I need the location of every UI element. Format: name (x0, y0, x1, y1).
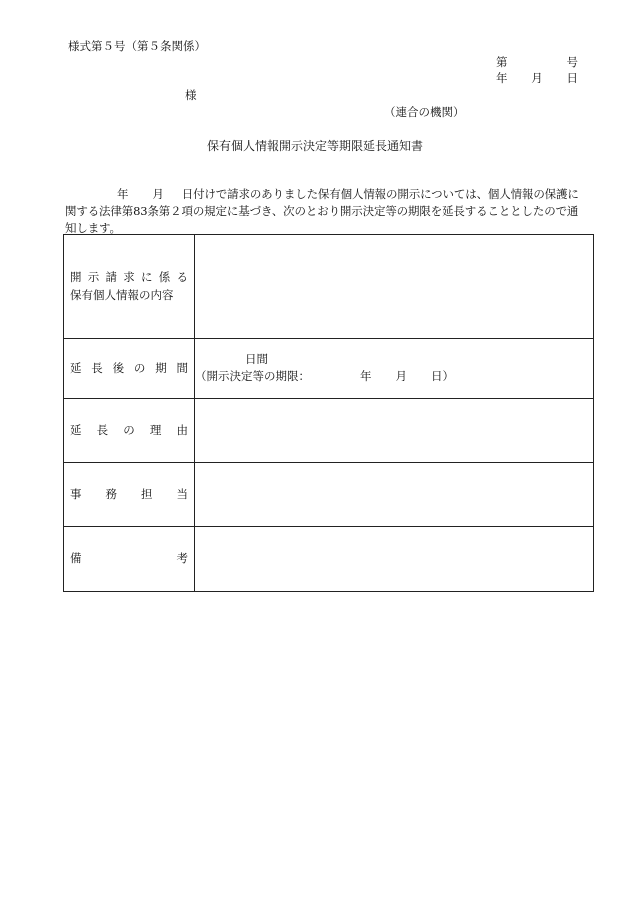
deadline-line: （開示決定等の期限： 年 月 日） (195, 369, 454, 383)
contact-person-value[interactable] (195, 463, 594, 527)
requested-info-label-line1: 開 示 請 求 に 係 る (70, 269, 188, 284)
days-label: 日間 (245, 352, 268, 367)
requested-info-label-line2: 保有個人情報の内容 (70, 287, 174, 302)
row-requested-info (64, 235, 594, 339)
extended-period-value[interactable] (195, 339, 594, 399)
document-number-line (496, 56, 578, 70)
body-line-3: 知します。 (65, 221, 121, 235)
row-extension-reason (64, 399, 594, 463)
body-line1-text: 日付けで請求のありました保有個人情報の開示については、個人情報の保護に (181, 187, 579, 201)
date-year: 年 (496, 71, 508, 85)
date-day: 日 (566, 71, 578, 85)
addressee-suffix: 様 (185, 88, 197, 102)
body-line-2: 関する法律第83条第２項の規定に基づき、次のとおり開示決定等の期限を延長することとしたので通 (65, 204, 579, 218)
info-table (63, 234, 594, 592)
body-paragraph (65, 186, 605, 237)
number-suffix: 号 (566, 55, 578, 69)
contact-person-label: 事 務 担 当 (64, 463, 195, 527)
requested-info-value[interactable] (195, 235, 594, 339)
extension-reason-value[interactable] (195, 399, 594, 463)
document-title: 保有個人情報開示決定等期限延長通知書 (206, 139, 423, 153)
body-month: 月 (152, 187, 164, 201)
row-contact-person (64, 463, 594, 527)
document-date-line (496, 72, 578, 86)
number-prefix: 第 (496, 55, 508, 69)
form-label: 様式第５号（第５条関係） (68, 39, 206, 53)
body-year: 年 (117, 187, 129, 201)
row-remarks (64, 527, 594, 592)
body-line-1 (65, 186, 605, 203)
remarks-label: 備 考 (64, 527, 195, 592)
remarks-value[interactable] (195, 527, 594, 592)
row-extended-period (64, 339, 594, 399)
requested-info-label (64, 235, 195, 339)
extension-reason-label: 延 長 の 理 由 (64, 399, 195, 463)
date-month: 月 (531, 71, 543, 85)
issuer-organization: （連合の機関） (384, 105, 465, 119)
extended-period-label: 延 長 後 の 期 間 (64, 339, 195, 399)
